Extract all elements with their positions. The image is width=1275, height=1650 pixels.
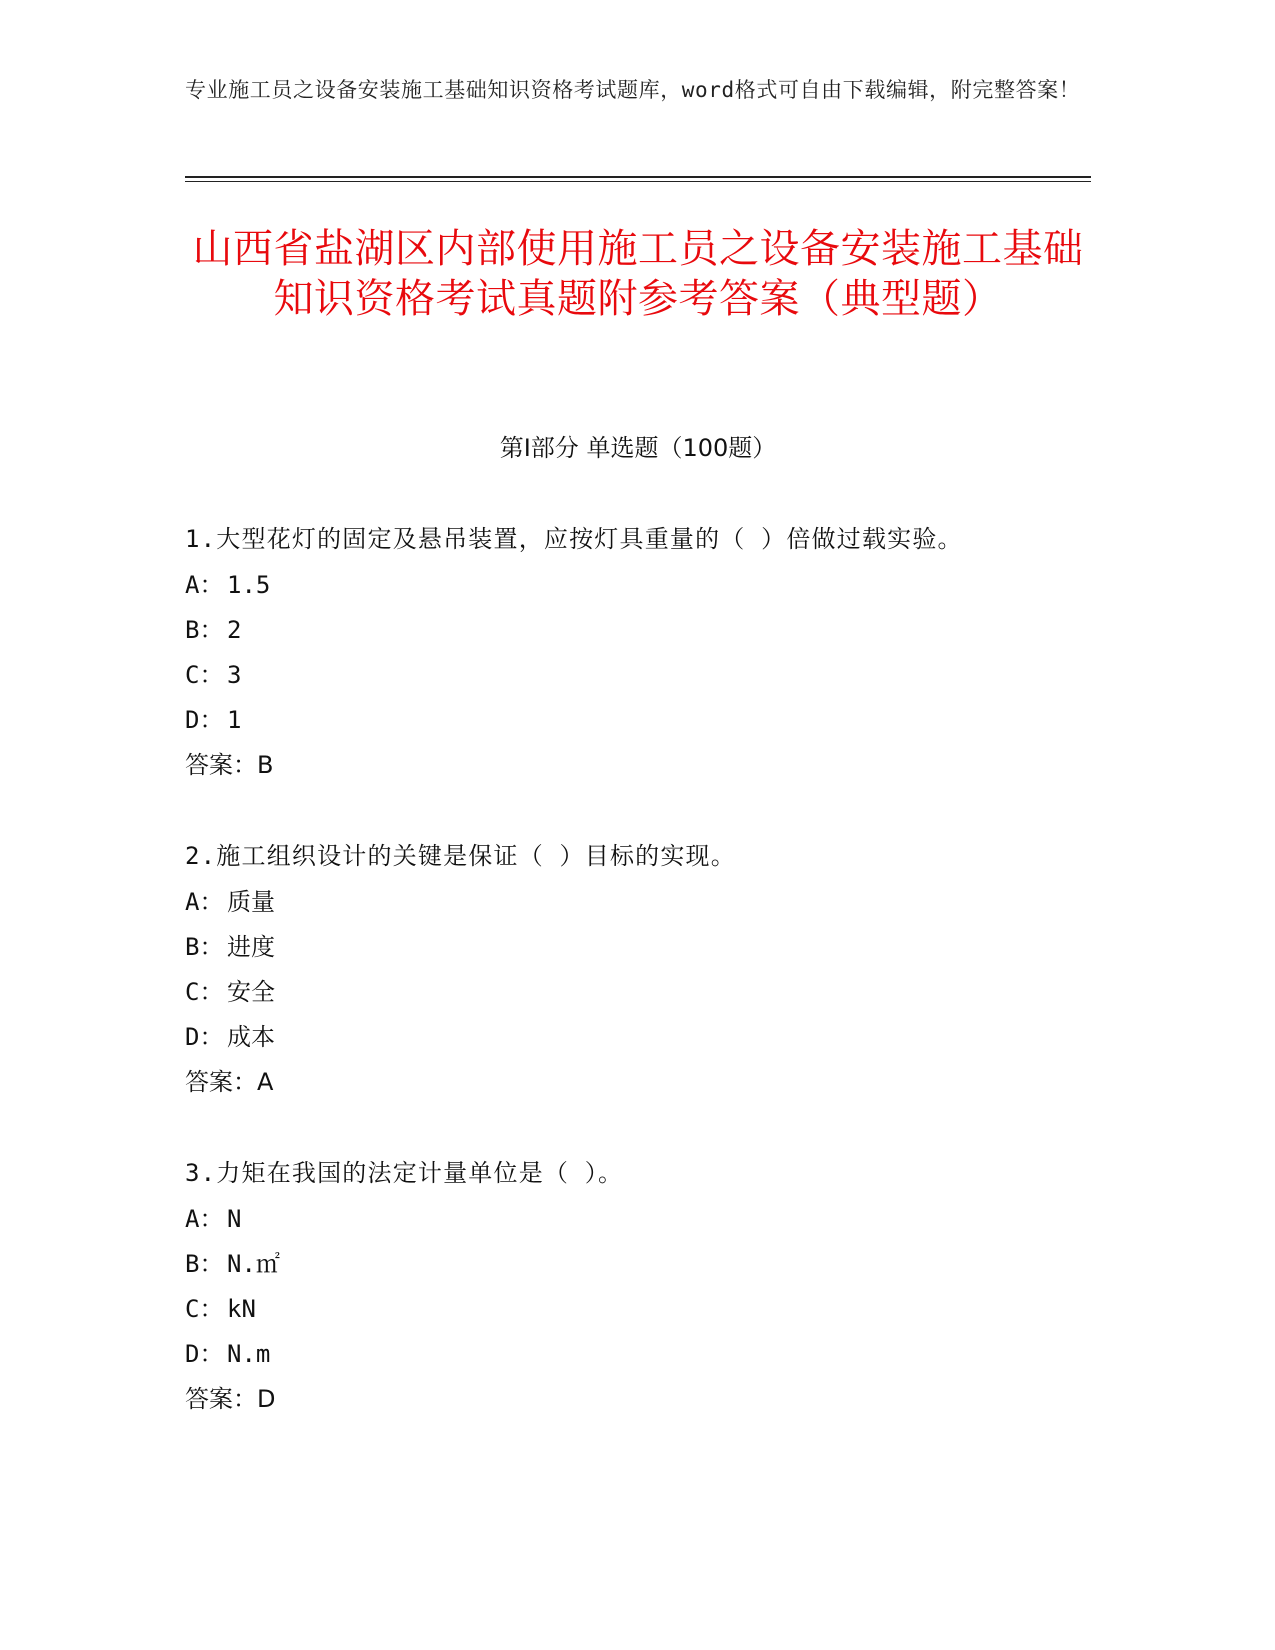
option-b — [185, 1248, 1091, 1293]
option-text: N.㎡ — [227, 1250, 280, 1278]
option-d — [185, 1021, 1091, 1066]
option-d — [185, 704, 1091, 749]
option-text: 成本 — [227, 1023, 275, 1051]
question-3 — [185, 1157, 1091, 1428]
header-note: 专业施工员之设备安装施工基础知识资格考试题库，word格式可自由下载编辑，附完整答案！ — [185, 78, 1081, 102]
option-b — [185, 931, 1091, 976]
option-key: C： — [185, 1295, 224, 1323]
option-text: 2 — [227, 616, 242, 644]
option-text: 安全 — [227, 978, 275, 1006]
header-divider-thin — [185, 181, 1091, 182]
option-a — [185, 569, 1091, 614]
option-text: 1.5 — [227, 571, 271, 599]
option-key: B： — [185, 1250, 224, 1278]
option-b — [185, 614, 1091, 659]
option-key: A： — [185, 888, 224, 916]
option-key: D： — [185, 706, 224, 734]
option-key: D： — [185, 1023, 224, 1051]
section-title: 第Ⅰ部分 单选题（100题） — [499, 434, 777, 462]
option-a — [185, 1203, 1091, 1248]
option-key: B： — [185, 616, 224, 644]
header-divider — [185, 176, 1091, 178]
option-key: A： — [185, 571, 224, 599]
question-stem: 3.力矩在我国的法定计量单位是（ ）。 — [185, 1159, 624, 1187]
answer-line: 答案：B — [185, 751, 274, 779]
option-key: D： — [185, 1340, 224, 1368]
option-text: kN — [227, 1295, 256, 1323]
answer-line: 答案：A — [185, 1068, 274, 1096]
option-text: 3 — [227, 661, 242, 689]
option-c — [185, 976, 1091, 1021]
option-d — [185, 1338, 1091, 1383]
option-text: 进度 — [227, 933, 275, 961]
question-stem: 1.大型花灯的固定及悬吊装置，应按灯具重量的（ ）倍做过载实验。 — [185, 525, 963, 553]
option-key: C： — [185, 661, 224, 689]
option-text: N — [227, 1205, 242, 1233]
option-text: 1 — [227, 706, 242, 734]
option-key: A： — [185, 1205, 224, 1233]
option-key: C： — [185, 978, 224, 1006]
document-title: 山西省盐湖区内部使用施工员之设备安装施工基础知识资格考试真题附参考答案（典型题） — [192, 226, 1084, 322]
question-2 — [185, 840, 1091, 1111]
option-text: N.m — [227, 1340, 271, 1368]
question-stem: 2.施工组织设计的关键是保证（ ）目标的实现。 — [185, 842, 736, 870]
option-c — [185, 659, 1091, 704]
answer-line: 答案：D — [185, 1385, 276, 1413]
option-text: 质量 — [227, 888, 275, 916]
question-1 — [185, 523, 1091, 794]
option-c — [185, 1293, 1091, 1338]
option-key: B： — [185, 933, 224, 961]
option-a — [185, 886, 1091, 931]
